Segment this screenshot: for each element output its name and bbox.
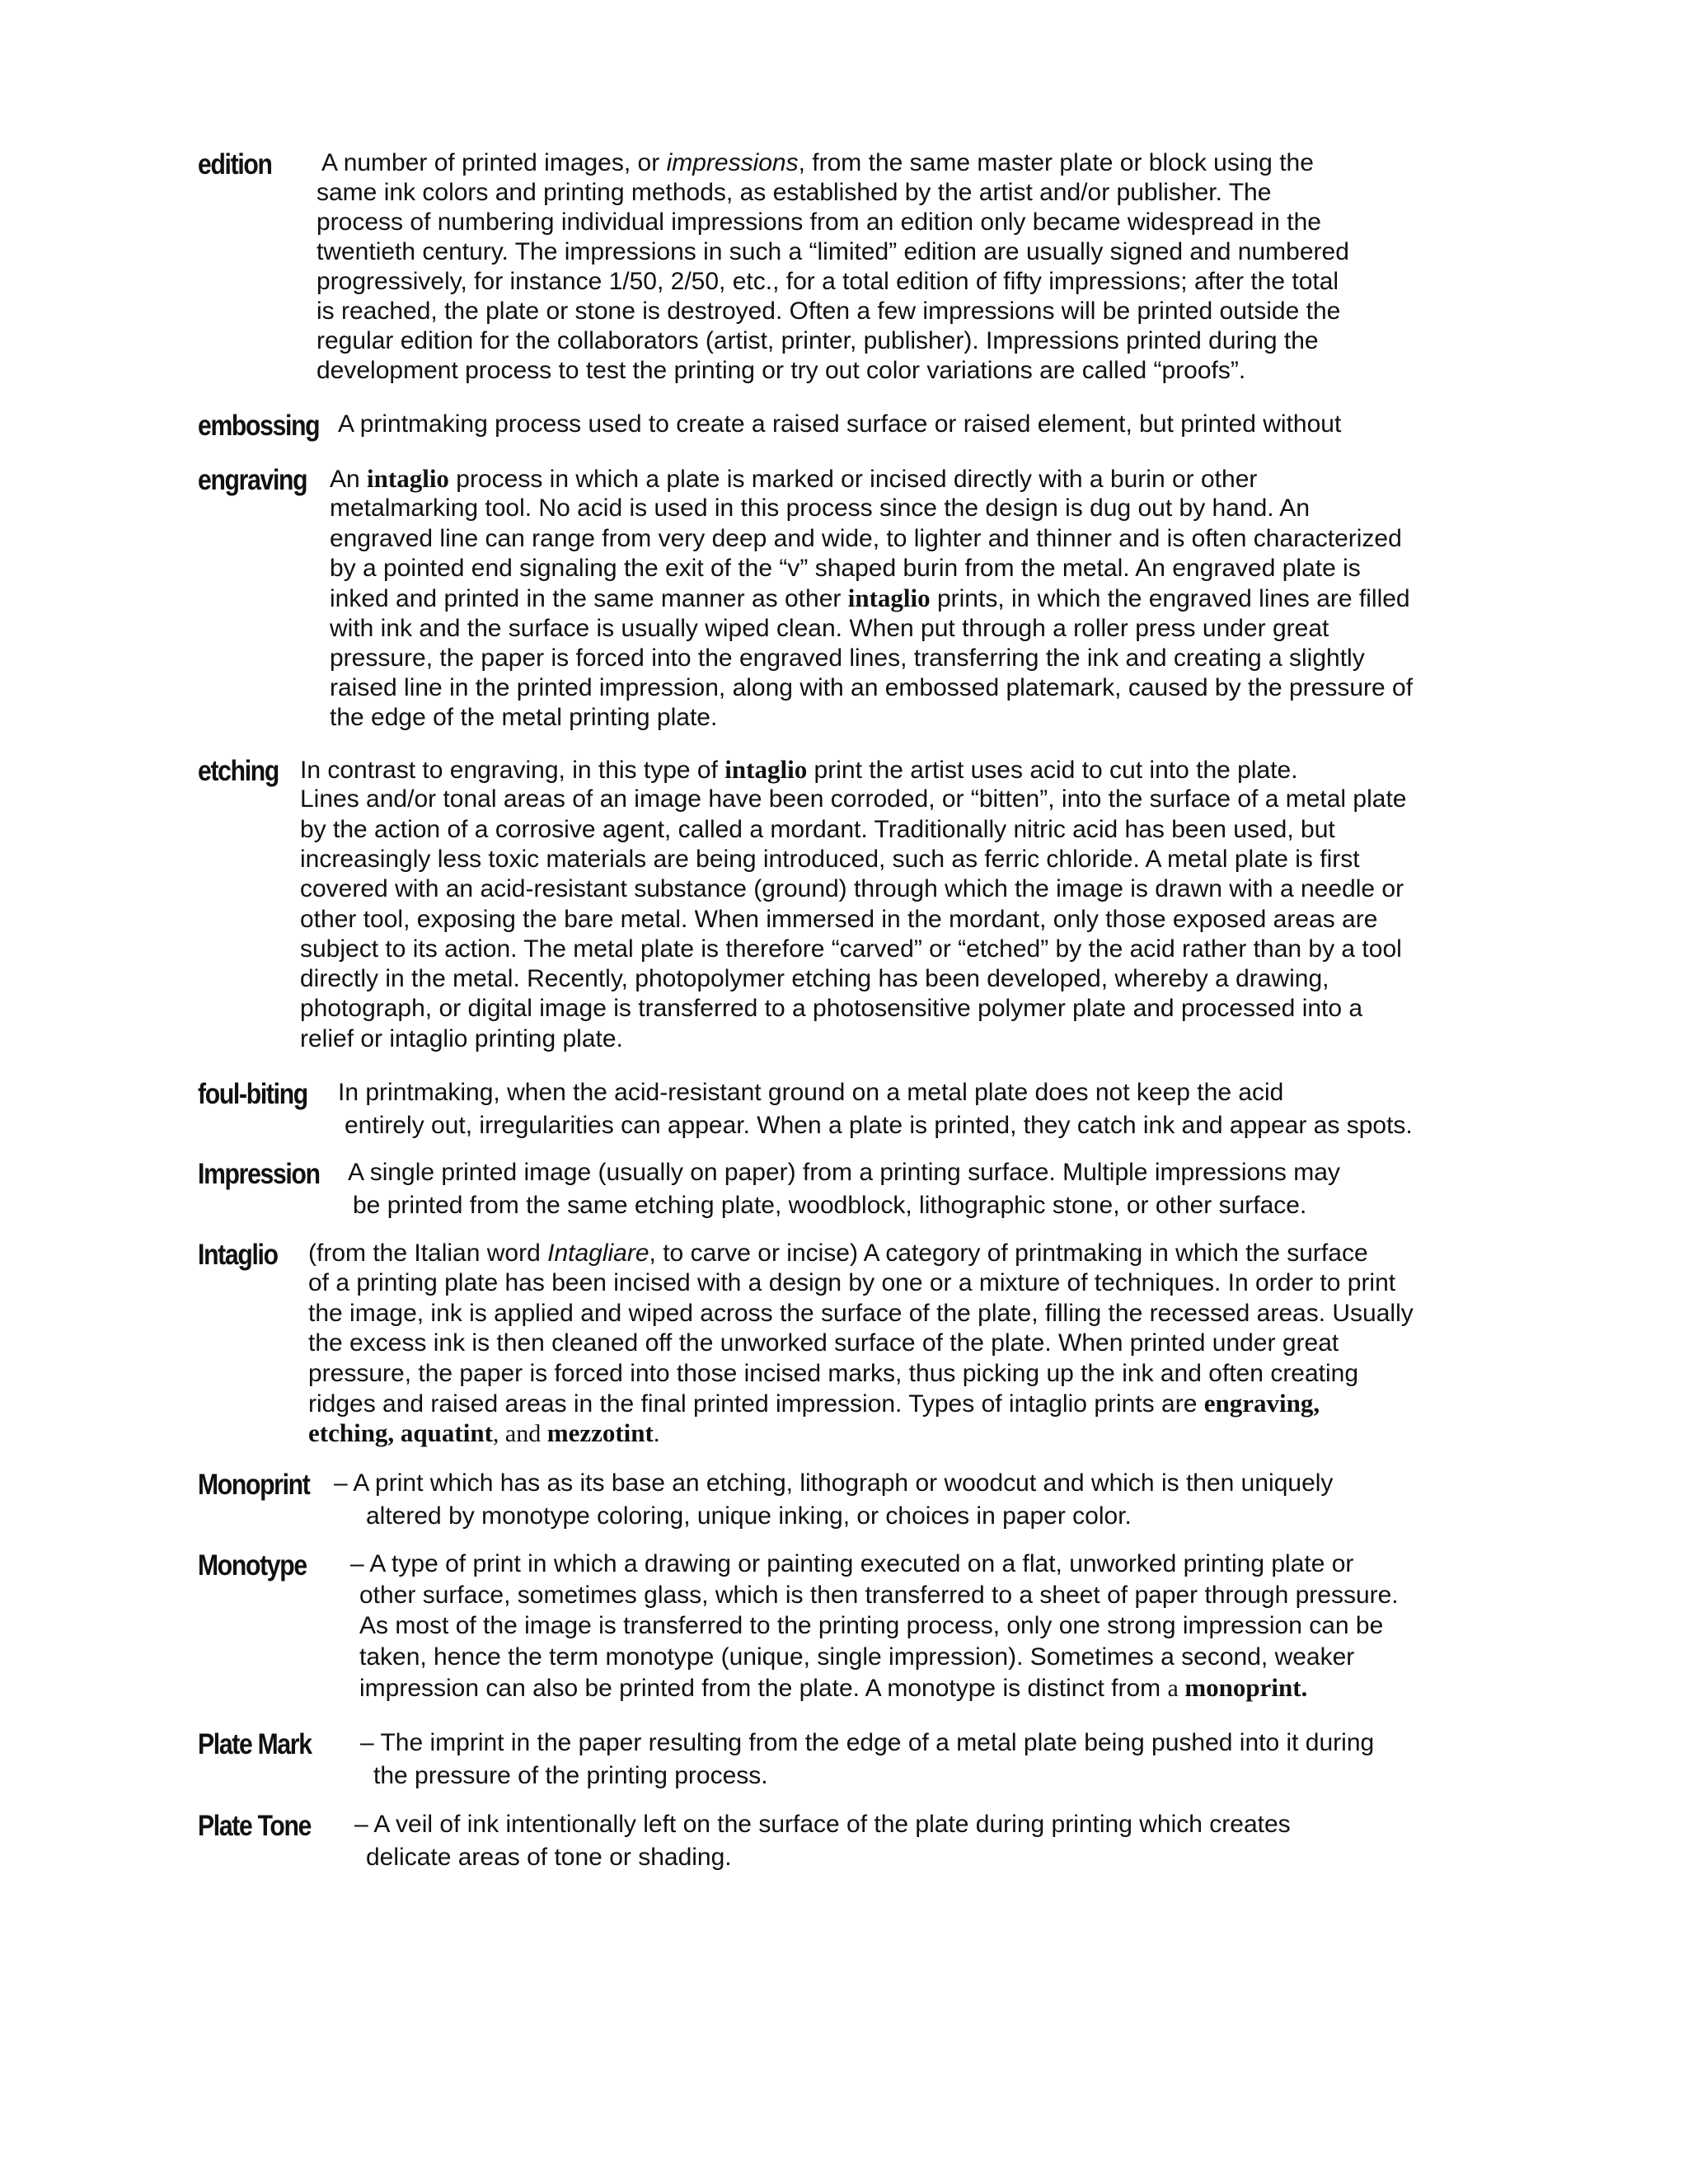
definition-text: monoprint.	[1184, 1673, 1308, 1702]
definition-text: , and	[492, 1420, 547, 1448]
definition-line	[366, 1502, 1132, 1531]
definition-text: A single printed image (usually on paper) from a printing surface. Multiple impressions may	[348, 1159, 1340, 1186]
definition-line	[308, 1418, 659, 1449]
definition-line	[345, 1111, 1413, 1141]
definition-text: engraving,	[1203, 1389, 1320, 1418]
definition-text: the edge of the metal printing plate.	[330, 704, 718, 732]
definition-line	[350, 1549, 1353, 1579]
definition-line	[316, 178, 1271, 208]
definition-text: be printed from the same etching plate, woodblock, lithographic stone, or other surface.	[353, 1192, 1307, 1219]
definition-text: covered with an acid-resistant substance (ground) through which the image is drawn with a needle or	[300, 875, 1404, 903]
definition-text: intaglio	[367, 464, 449, 493]
definition-line	[338, 410, 1341, 439]
definition-line	[334, 1469, 1333, 1498]
definition-line	[308, 1359, 1358, 1389]
definition-line	[308, 1299, 1414, 1329]
definition-text: An	[330, 466, 368, 493]
definition-text: print the artist uses acid to cut into the plate.	[807, 757, 1298, 784]
definition-text: As most of the image is transferred to the printing process, only one strong impression can be	[359, 1612, 1384, 1639]
definition-line	[300, 905, 1377, 935]
definition-line	[316, 356, 1245, 386]
definition-line	[330, 554, 1361, 583]
definition-line	[300, 935, 1402, 964]
definition-line	[300, 874, 1404, 904]
glossary-term: etching	[198, 755, 279, 787]
definition-line	[316, 326, 1319, 356]
definition-text: by the action of a corrosive agent, called a mordant. Traditionally nitric acid has been used, but	[300, 815, 1335, 843]
definition-line	[316, 208, 1321, 237]
definition-text: In contrast to engraving, in this type of	[300, 757, 725, 784]
definition-text: other tool, exposing the bare metal. When immersed in the mordant, only those exposed areas are	[300, 905, 1378, 933]
definition-line	[330, 703, 717, 733]
definition-line	[330, 464, 1257, 494]
definition-text: a	[1167, 1675, 1185, 1702]
definition-text: impression can also be printed from the plate. A monotype is distinct from	[359, 1675, 1168, 1702]
definition-line	[330, 673, 1413, 703]
glossary-term: Impression	[198, 1158, 320, 1190]
definition-line	[300, 994, 1362, 1024]
definition-text: A number of printed images, or	[321, 149, 667, 176]
definition-line	[348, 1158, 1340, 1188]
definition-text: increasingly less toxic materials are being introduced, such as ferric chloride. A metal plate is first	[300, 845, 1360, 873]
definition-line	[316, 297, 1340, 326]
definition-text: raised line in the printed impression, along with an embossed platemark, caused by the pressure of	[330, 674, 1414, 702]
definition-text: by a pointed end signaling the exit of the “v” shaped burin from the metal. An engraved plate is	[330, 554, 1361, 582]
definition-text: of a printing plate has been incised with a design by one or a mixture of techniques. In order to print	[308, 1269, 1396, 1297]
definition-text: , to carve or incise) A category of printmaking in which the surface	[649, 1240, 1368, 1267]
definition-text: photograph, or digital image is transferred to a photosensitive polymer plate and processed into a	[300, 995, 1363, 1023]
glossary-term: engraving	[198, 464, 307, 496]
definition-text: .	[653, 1420, 660, 1448]
definition-text: – The imprint in the paper resulting from the edge of a metal plate being pushed into it during	[360, 1729, 1375, 1756]
definition-line	[316, 267, 1339, 297]
definition-text: the excess ink is then cleaned off the unworked surface of the plate. When printed under great	[308, 1329, 1339, 1357]
definition-line	[300, 785, 1407, 814]
definition-text: – A print which has as its base an etching, lithograph or woodcut and which is then uniquely	[334, 1469, 1334, 1497]
definition-text: intaglio	[847, 583, 931, 613]
definition-text: pressure, the paper is forced into the engraved lines, transferring the ink and creating a slightly	[330, 644, 1365, 672]
glossary-term: Monotype	[198, 1549, 307, 1582]
definition-line	[359, 1611, 1383, 1641]
definition-text: – A veil of ink intentionally left on the surface of the plate during printing which creates	[354, 1811, 1291, 1838]
definition-line	[308, 1389, 1320, 1419]
definition-line	[330, 644, 1365, 673]
definition-text: In printmaking, when the acid-resistant ground on a metal plate does not keep the acid	[338, 1079, 1284, 1106]
definition-line	[353, 1191, 1306, 1221]
definition-text: directly in the metal. Recently, photopolymer etching has been developed, whereby a drawing,	[300, 965, 1329, 993]
definition-text: the image, ink is applied and wiped across the surface of the plate, filling the recessed areas. Usually	[308, 1299, 1414, 1327]
definition-text: prints, in which the engraved lines are filled	[930, 585, 1410, 613]
definition-line	[300, 964, 1329, 994]
definition-text: process in which a plate is marked or incised directly with a burin or other	[448, 466, 1258, 493]
definition-text: with ink and the surface is usually wiped clean. When put through a roller press under great	[330, 614, 1329, 642]
definition-line	[300, 1024, 623, 1054]
definition-line	[373, 1761, 768, 1791]
definition-text: mezzotint	[546, 1418, 654, 1448]
definition-text: A printmaking process used to create a raised surface or raised element, but printed without	[338, 410, 1342, 438]
definition-line	[300, 815, 1335, 845]
definition-line	[308, 1239, 1368, 1268]
definition-line	[359, 1673, 1307, 1704]
definition-line	[300, 845, 1360, 874]
glossary-term: edition	[198, 148, 272, 180]
definition-text: development process to test the printing or try out color variations are called “proofs”.	[316, 357, 1246, 384]
definition-text: taken, hence the term monotype (unique, single impression). Sometimes a second, weaker	[359, 1643, 1355, 1671]
definition-line	[330, 494, 1310, 523]
definition-text: subject to its action. The metal plate is therefore “carved” or “etched” by the acid rather than by a tool	[300, 935, 1402, 963]
glossary-term: Plate Mark	[198, 1728, 312, 1760]
definition-text: twentieth century. The impressions in such a “limited” edition are usually signed and numbered	[316, 238, 1349, 265]
glossary-term: Monoprint	[198, 1469, 310, 1501]
definition-line	[354, 1810, 1291, 1840]
definition-line	[330, 524, 1402, 554]
definition-text: Intagliare	[547, 1240, 649, 1267]
definition-line	[338, 1078, 1283, 1108]
definition-line	[360, 1728, 1374, 1758]
definition-text: entirely out, irregularities can appear. When a plate is printed, they catch ink and appear as spots.	[345, 1112, 1413, 1139]
glossary-term: embossing	[198, 410, 320, 442]
definition-text: delicate areas of tone or shading.	[366, 1844, 732, 1871]
definition-text: inked and printed in the same manner as other	[330, 585, 848, 613]
definition-text: (from the Italian word	[308, 1240, 548, 1267]
definition-text: metalmarking tool. No acid is used in this process since the design is dug out by hand. An	[330, 494, 1310, 523]
definition-text: altered by monotype coloring, unique inking, or choices in paper color.	[366, 1502, 1132, 1530]
definition-text: impressions	[666, 149, 799, 176]
definition-line	[330, 614, 1329, 644]
definition-text: etching, aquatint	[308, 1418, 493, 1448]
definition-text: regular edition for the collaborators (artist, printer, publisher). Impressions printed during the	[316, 327, 1319, 354]
definition-line	[308, 1329, 1339, 1358]
definition-line	[359, 1581, 1399, 1610]
definition-line	[359, 1643, 1354, 1672]
definition-text: other surface, sometimes glass, which is then transferred to a sheet of paper through pressure.	[359, 1581, 1399, 1609]
glossary-term: Plate Tone	[198, 1810, 312, 1842]
definition-text: engraved line can range from very deep and wide, to lighter and thinner and is often characterized	[330, 524, 1402, 552]
definition-text: , from the same master plate or block using the	[798, 149, 1314, 176]
definition-text: intaglio	[724, 755, 808, 784]
definition-line	[330, 583, 1410, 614]
definition-text: relief or intaglio printing plate.	[300, 1024, 623, 1052]
definition-text: pressure, the paper is forced into those incised marks, thus picking up the ink and often creating	[308, 1359, 1359, 1387]
definition-text: – A type of print in which a drawing or painting executed on a flat, unworked printing plate or	[350, 1550, 1354, 1577]
definition-text: ridges and raised areas in the final printed impression. Types of intaglio prints are	[308, 1390, 1204, 1418]
glossary-term: Intaglio	[198, 1239, 278, 1271]
definition-line	[366, 1843, 732, 1872]
definition-text: same ink colors and printing methods, as established by the artist and/or publisher. The	[316, 179, 1272, 206]
definition-text: Lines and/or tonal areas of an image have been corroded, or “bitten”, into the surface of a metal plate	[300, 785, 1407, 813]
definition-line	[300, 755, 1298, 785]
glossary-term: foul-biting	[198, 1078, 307, 1110]
definition-text: progressively, for instance 1/50, 2/50, etc., for a total edition of fifty impressions; after the total	[316, 268, 1339, 295]
definition-text: process of numbering individual impressions from an edition only became widespread in the	[316, 209, 1321, 236]
definition-line	[316, 237, 1349, 267]
definition-line	[308, 1268, 1395, 1298]
definition-text: is reached, the plate or stone is destroyed. Often a few impressions will be printed outside the	[316, 298, 1341, 325]
definition-line	[321, 148, 1314, 178]
definition-text: the pressure of the printing process.	[373, 1762, 768, 1789]
